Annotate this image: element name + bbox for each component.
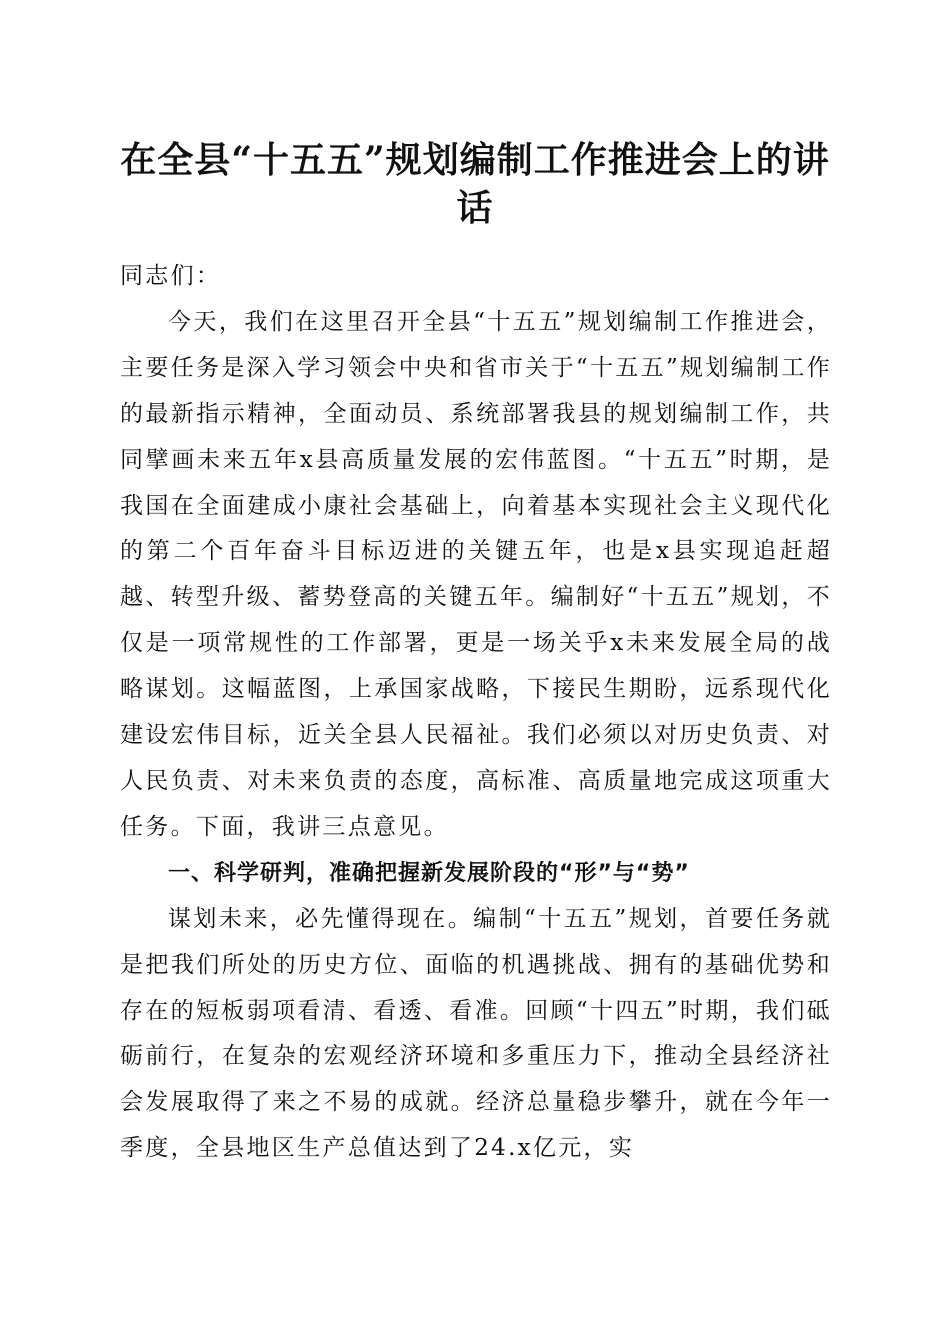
salutation: 同志们： — [120, 263, 222, 289]
section-paragraph: 谋划未来，必先懂得现在。编制“十五五”规划，首要任务就是把我们所处的历史方位、面临的机遇挑战、拥有的基础优势和存在的短板弱项看清、看透、看准。回顾“十四五”时期，我们砥砺前行，在复杂的宏观经济环境和多重压力下，推动全县经济社会发展取得了来之不易的成就。经济总量稳步攀升，就在今年一季度，全县地区生产总值达到了24.x亿元，实 — [120, 905, 832, 1162]
document-title: 在全县“十五五”规划编制工作推进会上的讲话 — [120, 139, 830, 229]
section-heading: 一、科学研判，准确把握新发展阶段的“形”与“势” — [168, 860, 690, 886]
document-body — [120, 254, 832, 1172]
body-paragraph: 今天，我们在这里召开全县“十五五”规划编制工作推进会，主要任务是深入学习领会中央和省市关于“十五五”规划编制工作的最新指示精神，全面动员、系统部署我县的规划编制工作，共同擘画未来五年x县高质量发展的宏伟蓝图。“十五五”时期，是我国在全面建成小康社会基础上，向着基本实现社会主义现代化的第二个百年奋斗目标迈进的关键五年，也是x县实现追赶超越、转型升级、蓄势登高的关键五年。编制好“十五五”规划，不仅是一项常规性的工作部署，更是一场关乎x未来发展全局的战略谋划。这幅蓝图，上承国家战略，下接民生期盼，远系现代化建设宏伟目标，近关全县人民福祉。我们必须以对历史负责、对人民负责、对未来负责的态度，高标准、高质量地完成这项重大任务。下面，我讲三点意见。 — [120, 308, 832, 840]
